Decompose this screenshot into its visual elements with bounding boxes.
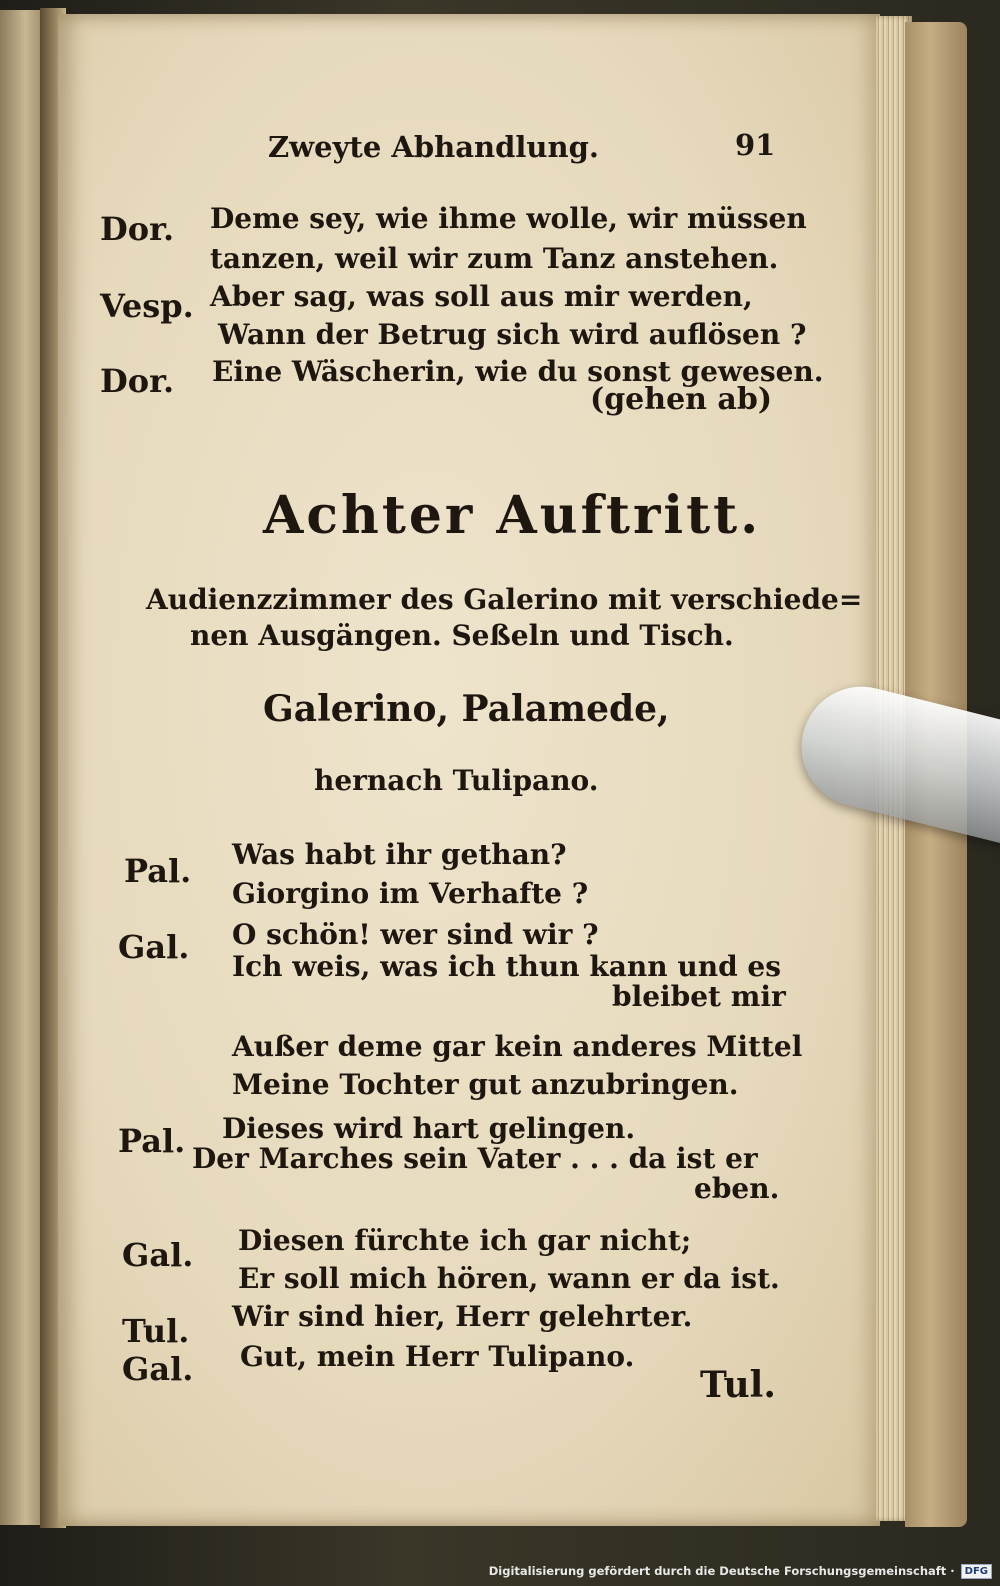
- speaker-label: Pal.: [124, 852, 192, 890]
- scene-persons-after: hernach Tulipano.: [314, 764, 599, 797]
- page-number: 91: [735, 128, 776, 162]
- dialogue-line: Ich weis, was ich thun kann und es: [232, 950, 781, 983]
- credit-text: Digitalisierung gefördert durch die Deutsche Forschungsgemeinschaft ·: [488, 1564, 955, 1578]
- dialogue-line: Deme sey, wie ihme wolle, wir müssen: [210, 202, 807, 235]
- dialogue-line: eben.: [694, 1172, 780, 1205]
- running-head: Zweyte Abhandlung.: [268, 130, 599, 164]
- speaker-label: Pal.: [118, 1122, 186, 1160]
- scene-persons: Galerino, Palamede,: [263, 688, 670, 730]
- dfg-logo: DFG: [961, 1564, 992, 1579]
- dialogue-line: Diesen fürchte ich gar nicht;: [238, 1224, 692, 1257]
- exit-stage-direction: (gehen ab): [590, 382, 773, 417]
- dialogue-line: Der Marches sein Vater . . . da ist er: [192, 1142, 758, 1175]
- dialogue-line: Er soll mich hören, wann er da ist.: [238, 1262, 780, 1295]
- dialogue-line: Wir sind hier, Herr gelehrter.: [232, 1300, 693, 1333]
- dialogue-line: Meine Tochter gut anzubringen.: [232, 1068, 739, 1101]
- speaker-label: Dor.: [100, 362, 175, 400]
- digitization-credit: [489, 1560, 992, 1582]
- speaker-label: Gal.: [118, 928, 190, 966]
- stage-setting-line: Audienzzimmer des Galerino mit verschiede=: [146, 583, 863, 616]
- dialogue-line: tanzen, weil wir zum Tanz anstehen.: [210, 242, 779, 275]
- dialogue-line: Aber sag, was soll aus mir werden,: [210, 280, 753, 313]
- stage-setting-line: nen Ausgängen. Seßeln und Tisch.: [190, 619, 734, 652]
- speaker-label: Gal.: [122, 1350, 194, 1388]
- dialogue-line: Gut, mein Herr Tulipano.: [240, 1340, 635, 1373]
- dialogue-line: Was habt ihr gethan?: [232, 838, 567, 871]
- speaker-label: Dor.: [100, 210, 175, 248]
- catchword: Tul.: [700, 1364, 776, 1406]
- speaker-label: Vesp.: [100, 287, 194, 325]
- dialogue-line: O schön! wer sind wir ?: [232, 918, 599, 951]
- dialogue-line: Wann der Betrug sich wird auflösen ?: [218, 318, 807, 351]
- dialogue-line: Außer deme gar kein anderes Mittel: [232, 1030, 803, 1063]
- dialogue-line: Giorgino im Verhafte ?: [232, 877, 589, 910]
- speaker-label: Tul.: [122, 1312, 190, 1350]
- speaker-label: Gal.: [122, 1236, 194, 1274]
- scene-title: Achter Auftritt.: [263, 485, 762, 546]
- dialogue-line: Dieses wird hart gelingen.: [222, 1112, 636, 1145]
- dialogue-line: Eine Wäscherin, wie du sonst gewesen.: [212, 355, 824, 388]
- dialogue-line: bleibet mir: [612, 980, 786, 1013]
